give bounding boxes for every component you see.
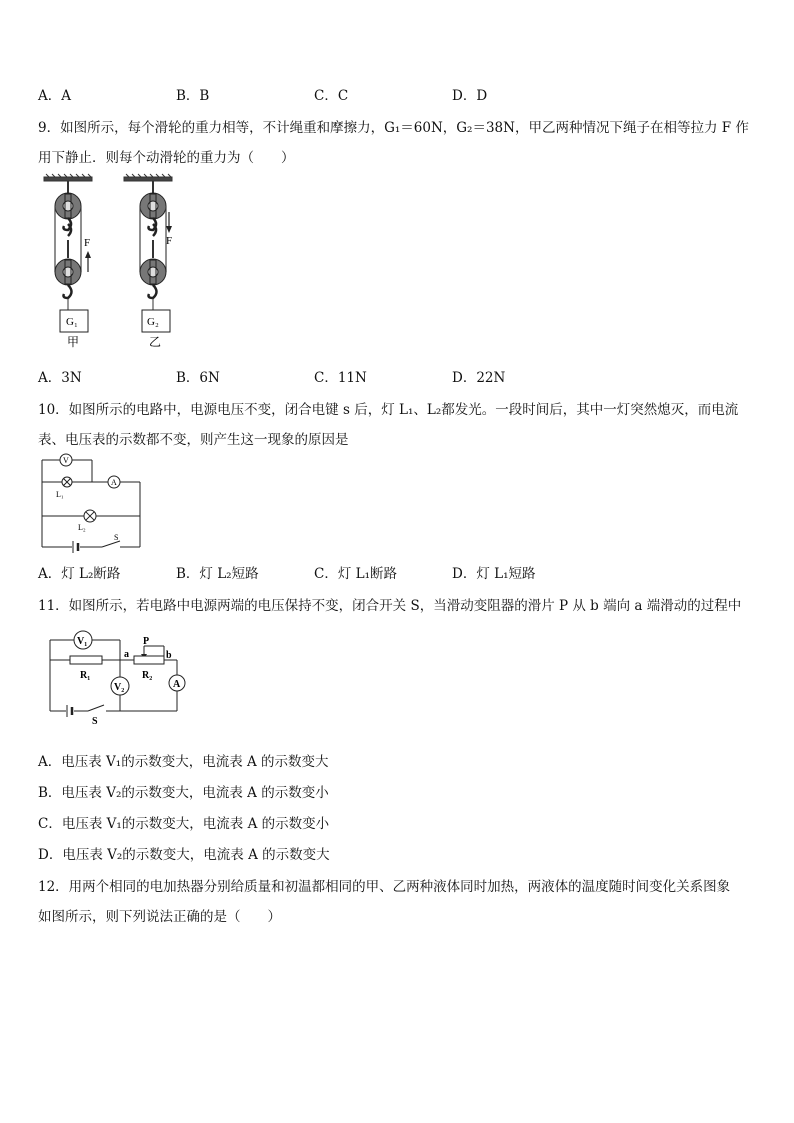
lamp-l2 xyxy=(84,510,96,522)
lamp-l2-label: L₂ xyxy=(78,523,86,532)
q11-circuit-figure xyxy=(44,628,194,728)
resistor-r1 xyxy=(70,656,102,664)
node-a-label: a xyxy=(124,649,129,660)
svg-text:A: A xyxy=(111,478,117,487)
svg-text:V₁: V₁ xyxy=(77,636,88,647)
caption-jia: 甲 xyxy=(67,335,80,349)
lamp-l1 xyxy=(62,477,72,487)
q11-option-c: C．电压表 V₁的示数变大，电流表 A 的示数变小 xyxy=(38,816,330,832)
q11-stem-line1: 11．如图所示，若电路中电源两端的电压保持不变，闭合开关 S，当滑动变阻器的滑片 P 从 b 端向 a 端滑动的过程中 xyxy=(38,598,742,614)
q8-option-d: D．D xyxy=(452,88,488,104)
switch-s-label: S xyxy=(92,716,98,727)
slider-p-label: P xyxy=(143,636,150,647)
q11-option-a: A．电压表 V₁的示数变大，电流表 A 的示数变大 xyxy=(38,754,329,770)
q8-option-b: B．B xyxy=(176,88,210,104)
r2-label: R₂ xyxy=(142,670,153,681)
q8-option-c: C．C xyxy=(314,88,349,104)
q10-option-d: D．灯 L₁短路 xyxy=(452,566,536,582)
q9-stem-line2: 用下静止．则每个动滑轮的重力为（ ） xyxy=(38,150,295,166)
q10-circuit-figure xyxy=(38,452,148,552)
force-label-left: F xyxy=(84,237,91,249)
q10-stem-line1: 10．如图所示的电路中，电源电压不变，闭合电键 s 后，灯 L₁、L₂都发光。一段时间后，其中一灯突然熄灭，而电流 xyxy=(38,402,739,418)
caption-yi: 乙 xyxy=(149,335,162,349)
ceiling-left xyxy=(44,174,92,181)
q9-option-c: C．11N xyxy=(314,370,367,386)
svg-text:G₂: G₂ xyxy=(147,316,159,328)
ceiling-right xyxy=(124,174,172,181)
q9-stem-line1: 9．如图所示，每个滑轮的重力相等，不计绳重和摩擦力，G₁＝60N，G₂＝38N，甲乙两种情况下绳子在相等拉力 F 作 xyxy=(38,120,749,136)
q9-option-b: B．6N xyxy=(176,370,220,386)
q9-option-d: D．22N xyxy=(452,370,506,386)
q9-option-a: A．3N xyxy=(38,370,82,386)
q12-stem-line2: 如图所示，则下列说法正确的是（ ） xyxy=(38,909,281,925)
q8-option-a: A．A xyxy=(38,88,71,104)
q10-option-c: C．灯 L₁断路 xyxy=(314,566,397,582)
svg-text:A: A xyxy=(173,679,181,690)
force-label-right: F xyxy=(166,235,173,247)
node-b-label: b xyxy=(166,650,172,661)
r1-label: R₁ xyxy=(80,670,91,681)
svg-text:V: V xyxy=(63,456,69,465)
q11-option-b: B．电压表 V₂的示数变大，电流表 A 的示数变小 xyxy=(38,785,329,801)
q11-option-d: D．电压表 V₂的示数变大，电流表 A 的示数变大 xyxy=(38,847,330,863)
lamp-l1-label: L₁ xyxy=(56,490,64,499)
q10-option-a: A．灯 L₂断路 xyxy=(38,566,121,582)
resistor-r2 xyxy=(134,656,164,664)
q12-stem-line1: 12．用两个相同的电加热器分别给质量和初温都相同的甲、乙两种液体同时加热，两液体的温度随时间变化关系图象 xyxy=(38,879,731,895)
q10-option-b: B．灯 L₂短路 xyxy=(176,566,259,582)
switch-label: S xyxy=(114,533,119,542)
q10-stem-line2: 表、电压表的示数都不变，则产生这一现象的原因是 xyxy=(38,432,349,448)
q9-pulley-figure xyxy=(40,174,180,354)
svg-text:V₂: V₂ xyxy=(114,682,125,693)
svg-text:G₁: G₁ xyxy=(66,316,78,328)
